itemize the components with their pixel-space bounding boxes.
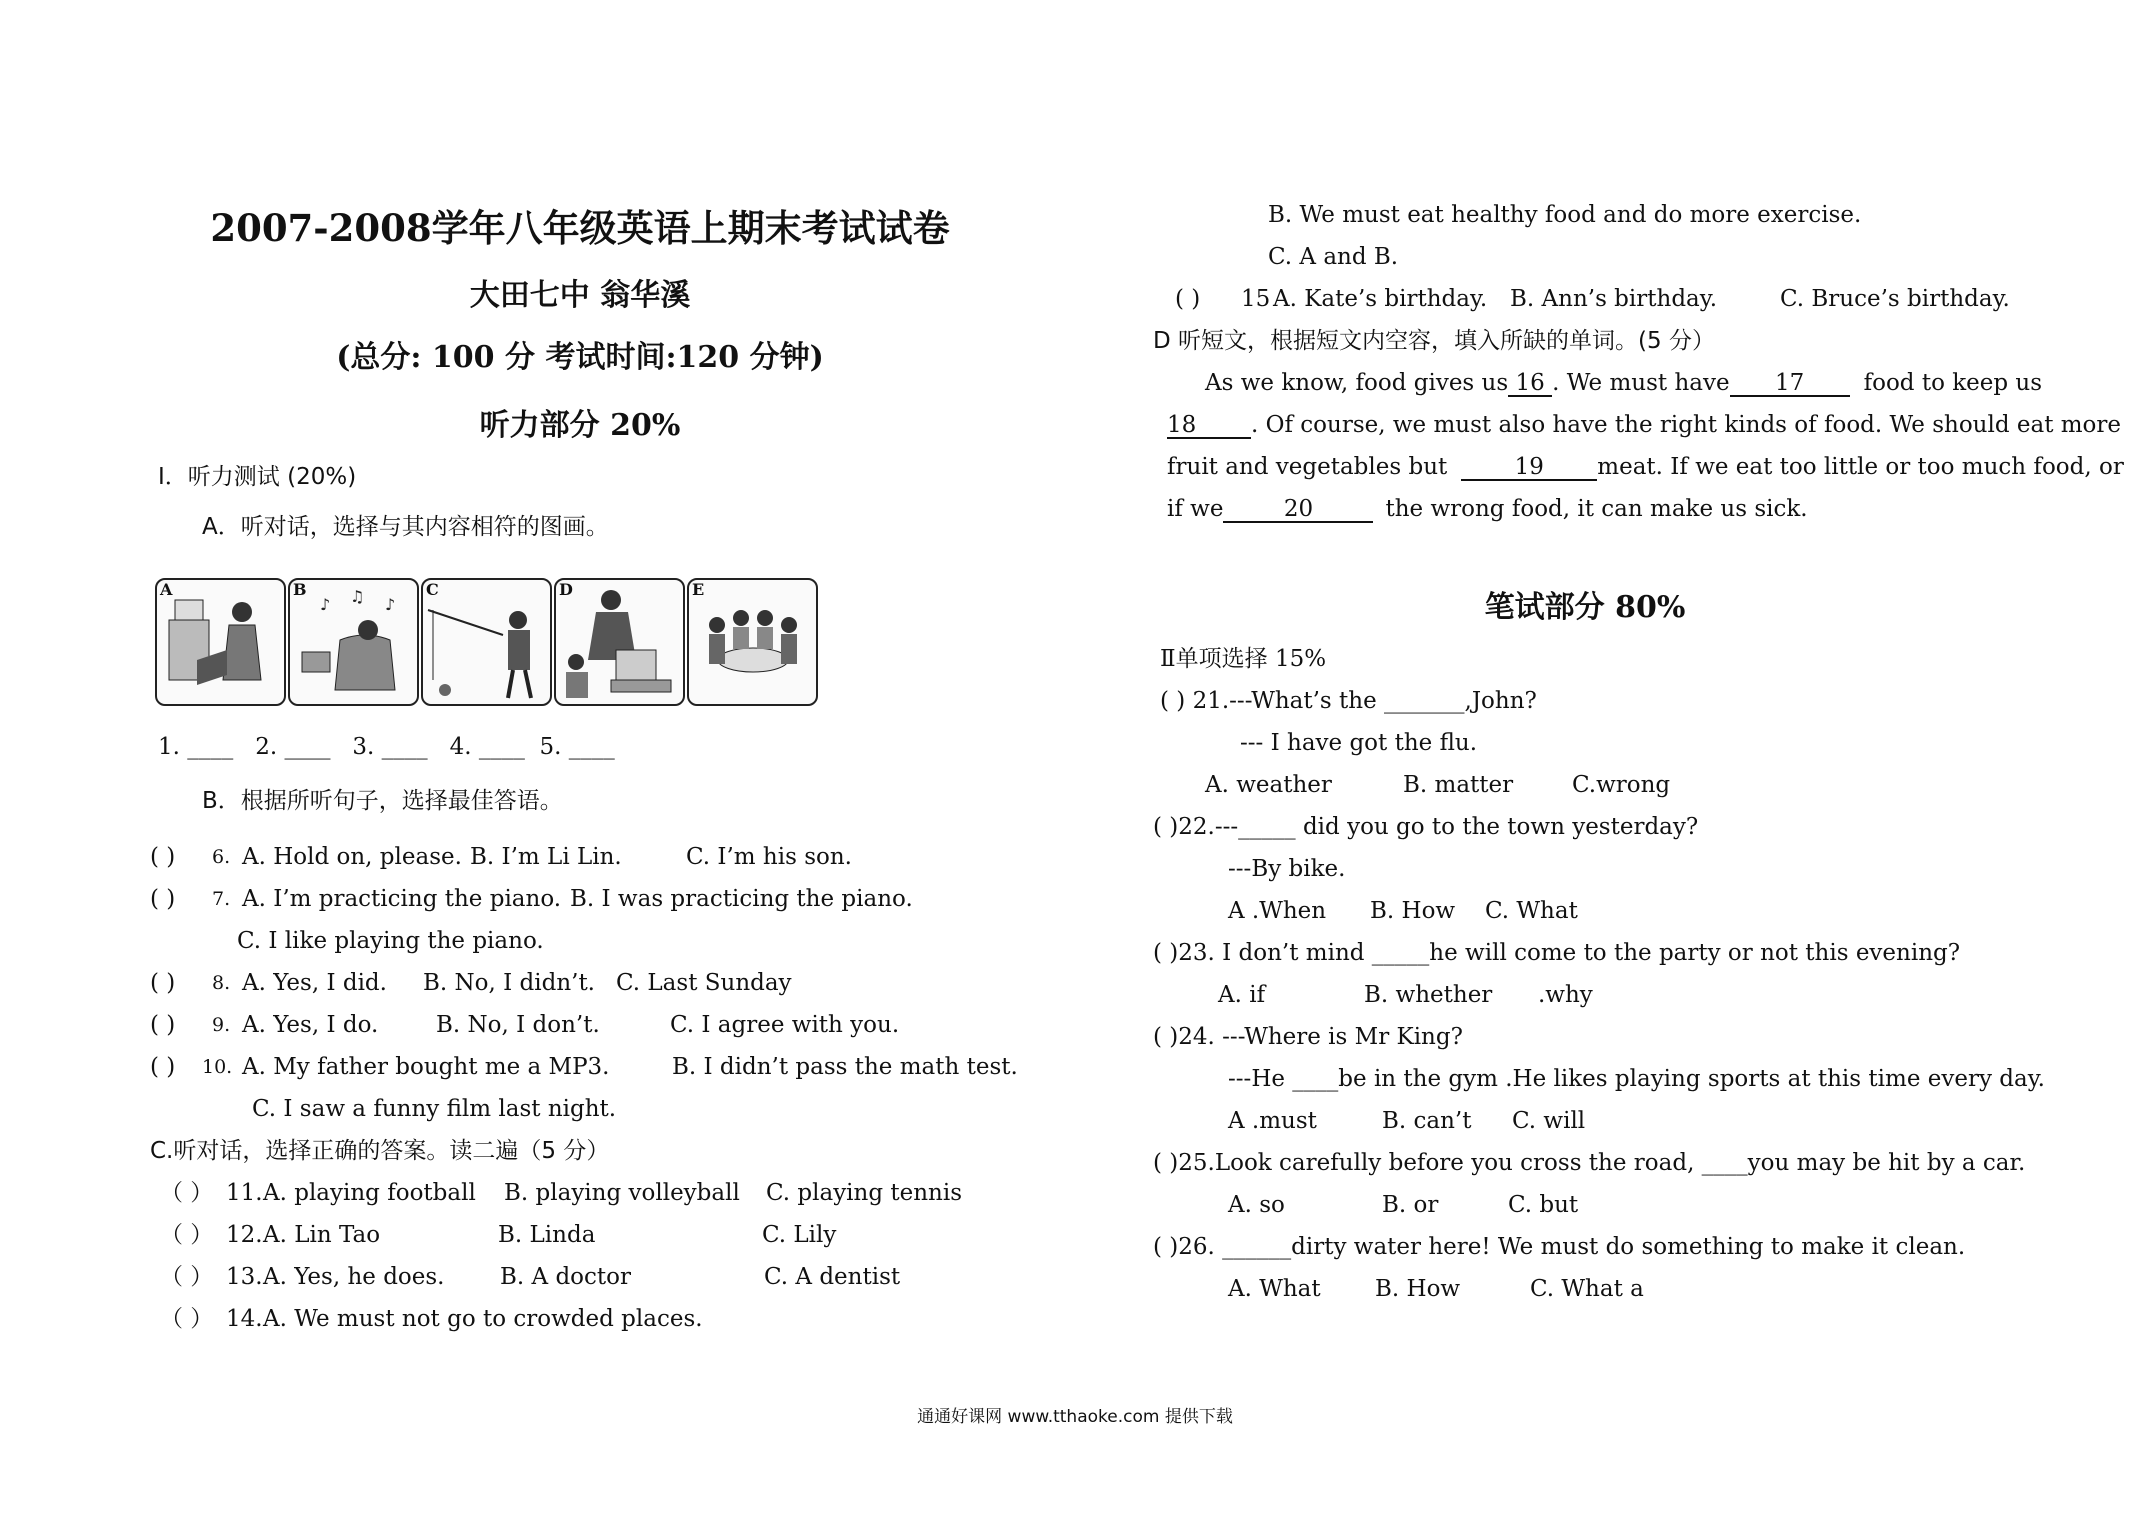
- passage-text: As we know, food gives us: [1205, 370, 1509, 396]
- question-21-response: --- I have got the flu.: [1240, 730, 1478, 756]
- picture-letter: E: [692, 580, 705, 599]
- option-a: A. so: [1228, 1192, 1285, 1218]
- section-c-instruction: C.听对话，选择正确的答案。读二遍（5 分）: [150, 1138, 610, 1164]
- option-c: C.wrong: [1572, 772, 1671, 798]
- answer-bracket: ( ): [1175, 286, 1201, 312]
- question-7: [150, 884, 980, 914]
- question-8: [150, 968, 980, 998]
- option-c: C. What a: [1530, 1276, 1644, 1302]
- option-c: .why: [1538, 982, 1593, 1008]
- office-computer-icon: [556, 580, 683, 704]
- question-13: [160, 1262, 980, 1292]
- option-a: A .must: [1228, 1108, 1317, 1134]
- section-a-instruction: A．听对话，选择与其内容相符的图画。: [202, 514, 609, 540]
- passage-text: fruit and vegetables but: [1167, 454, 1448, 480]
- svg-text:♪: ♪: [385, 595, 396, 614]
- listening-heading: 听力部分 20%: [479, 408, 681, 443]
- option-a: A. Hold on, please.: [242, 844, 462, 870]
- question-12: [160, 1220, 980, 1250]
- answer-bracket: （ ）: [160, 1264, 214, 1290]
- answer-bracket: ( ): [150, 886, 176, 912]
- question-24: ( )24. ---Where is Mr King?: [1153, 1024, 1463, 1050]
- question-23-options: [1218, 980, 1918, 1010]
- passage-line-4: [1167, 494, 1808, 524]
- option-c: C. I’m his son.: [686, 844, 852, 870]
- option-b: B. I didn’t pass the math test.: [672, 1054, 1018, 1080]
- option-b: B. Linda: [498, 1222, 596, 1248]
- option-a: A. playing football: [263, 1180, 476, 1206]
- question-number: 12.: [226, 1222, 263, 1248]
- option-a: A. What: [1228, 1276, 1321, 1302]
- question-number: 15: [1241, 286, 1271, 312]
- part-two-label: Ⅱ单项选择 15%: [1160, 646, 1327, 672]
- score-time: (总分: 100 分 考试时间:120 分钟): [336, 340, 824, 375]
- picture-letter: A: [160, 580, 173, 599]
- option-b: B. A doctor: [500, 1264, 631, 1290]
- passage-line-3: [1167, 452, 2124, 482]
- option-b: B. Ann’s birthday.: [1510, 286, 1717, 312]
- option-b: B. How: [1370, 898, 1456, 924]
- answer-bracket: （ ）: [160, 1222, 214, 1248]
- option-b: B. can’t: [1382, 1108, 1472, 1134]
- picture-strip: [155, 578, 818, 706]
- option-a: A. I’m practicing the piano.: [242, 886, 562, 912]
- picture-a: [155, 578, 286, 706]
- option-b: B. How: [1375, 1276, 1461, 1302]
- picture-answer-blanks: 1. ____ 2. ____ 3. ____ 4. ____ 5. ____: [158, 734, 615, 760]
- picture-b: [288, 578, 419, 706]
- question-6: [150, 842, 980, 872]
- option-c: C. Bruce’s birthday.: [1780, 286, 2010, 312]
- blank-18[interactable]: 18: [1167, 413, 1251, 439]
- option-a: A. Yes, I did.: [242, 970, 387, 996]
- passage-text: meat. If we eat too little or too much food, or: [1597, 454, 2124, 480]
- option-c: C. I agree with you.: [670, 1012, 900, 1038]
- option-a: A. Yes, he does.: [263, 1264, 445, 1290]
- question-14-option-b: B. We must eat healthy food and do more exercise.: [1268, 202, 1862, 228]
- group-dining-icon: [689, 580, 816, 704]
- option-c: C. playing tennis: [766, 1180, 963, 1206]
- passage-line-2: [1167, 410, 2121, 440]
- exam-title: 2007-2008学年八年级英语上期末考试试卷: [210, 206, 950, 250]
- svg-text:♪: ♪: [320, 595, 331, 614]
- question-10-option-c: C. I saw a funny film last night.: [252, 1096, 617, 1122]
- question-7-option-c: C. I like playing the piano.: [237, 928, 544, 954]
- option-b: B. No, I don’t.: [436, 1012, 600, 1038]
- svg-text:♫: ♫: [350, 587, 365, 606]
- option-c: C. What: [1485, 898, 1578, 924]
- picture-c: [421, 578, 552, 706]
- question-26-options: [1228, 1274, 1928, 1304]
- option-b: B. I was practicing the piano.: [570, 886, 913, 912]
- question-21-options: [1205, 770, 1905, 800]
- music-scene-icon: [290, 580, 417, 704]
- fishing-scene-icon: [423, 580, 550, 704]
- question-14-option-c: C. A and B.: [1268, 244, 1399, 270]
- answer-bracket: ( ): [150, 970, 176, 996]
- question-26: ( )26. ______dirty water here! We must do something to make it clean.: [1153, 1234, 1966, 1260]
- question-22-response: ---By bike.: [1228, 856, 1346, 882]
- question-10: [150, 1052, 1018, 1082]
- question-number: 6.: [212, 846, 231, 868]
- option-c: C. Last Sunday: [616, 970, 792, 996]
- option-a: A. We must not go to crowded places.: [263, 1306, 703, 1332]
- passage-text: . Of course, we must also have the right kinds of food. We should eat more: [1251, 412, 2122, 438]
- answer-bracket: ( ): [150, 1054, 176, 1080]
- option-c: C. Lily: [762, 1222, 837, 1248]
- question-number: 9.: [212, 1014, 231, 1036]
- question-22: ( )22.---_____ did you go to the town yesterday?: [1153, 814, 1699, 840]
- question-22-options: [1228, 896, 1928, 926]
- option-b: B. or: [1382, 1192, 1439, 1218]
- blank-16[interactable]: 16: [1508, 371, 1552, 397]
- blank-20[interactable]: 20: [1223, 497, 1373, 523]
- option-c: C. A dentist: [764, 1264, 901, 1290]
- passage-text: the wrong food, it can make us sick.: [1385, 496, 1808, 522]
- question-23: ( )23. I don’t mind _____he will come to the party or not this evening?: [1153, 940, 1961, 966]
- picture-d: [554, 578, 685, 706]
- page-footer: 通通好课网 www.tthaoke.com 提供下载: [917, 1407, 1233, 1427]
- question-15: [1175, 284, 2025, 314]
- blank-19[interactable]: 19: [1461, 455, 1597, 481]
- option-a: A. My father bought me a MP3.: [242, 1054, 610, 1080]
- answer-bracket: （ ）: [160, 1180, 214, 1206]
- option-b: B. playing volleyball: [504, 1180, 740, 1206]
- option-a: A. weather: [1205, 772, 1332, 798]
- question-25: ( )25.Look carefully before you cross the road, ____you may be hit by a car.: [1153, 1150, 2026, 1176]
- question-number: 11.: [226, 1180, 263, 1206]
- question-11: [160, 1178, 980, 1208]
- kitchen-scene-icon: [157, 580, 284, 704]
- question-24-response: ---He ____be in the gym .He likes playing sports at this time every day.: [1228, 1066, 2045, 1092]
- option-a: A .When: [1228, 898, 1327, 924]
- question-14: [160, 1304, 980, 1334]
- question-number: 8.: [212, 972, 231, 994]
- picture-letter: B: [293, 580, 307, 599]
- written-heading: 笔试部分 80%: [1484, 590, 1686, 625]
- question-24-options: [1228, 1106, 1928, 1136]
- option-a: A. if: [1218, 982, 1266, 1008]
- passage-line-1: [1205, 368, 2042, 398]
- passage-text: food to keep us: [1863, 370, 2043, 396]
- question-9: [150, 1010, 980, 1040]
- option-b: B. matter: [1403, 772, 1514, 798]
- blank-17[interactable]: 17: [1730, 371, 1850, 397]
- answer-bracket: （ ）: [160, 1306, 214, 1332]
- option-b: B. whether: [1364, 982, 1493, 1008]
- option-c: C. but: [1508, 1192, 1579, 1218]
- question-number: 13.: [226, 1264, 263, 1290]
- section-b-instruction: B．根据所听句子，选择最佳答语。: [202, 788, 563, 814]
- passage-text: if we: [1167, 496, 1224, 522]
- picture-letter: D: [559, 580, 573, 599]
- question-25-options: [1228, 1190, 1928, 1220]
- picture-e: [687, 578, 818, 706]
- option-b: B. No, I didn’t.: [423, 970, 595, 996]
- section-d-instruction: D 听短文，根据短文内空容，填入所缺的单词。(5 分）: [1153, 328, 1715, 354]
- option-b: B. I’m Li Lin.: [470, 844, 622, 870]
- option-a: A. Yes, I do.: [242, 1012, 379, 1038]
- answer-bracket: ( ): [150, 844, 176, 870]
- answer-bracket: ( ): [150, 1012, 176, 1038]
- question-number: 10.: [202, 1056, 233, 1078]
- option-c: C. will: [1512, 1108, 1586, 1134]
- question-number: 14.: [226, 1306, 263, 1332]
- option-a: A. Lin Tao: [263, 1222, 381, 1248]
- school-author: 大田七中 翁华溪: [469, 278, 691, 313]
- question-number: 7.: [212, 888, 231, 910]
- picture-letter: C: [426, 580, 439, 599]
- part-one-label: Ⅰ．听力测试 (20%): [158, 464, 357, 490]
- passage-text: . We must have: [1552, 370, 1730, 396]
- option-a: A. Kate’s birthday.: [1273, 286, 1488, 312]
- question-21: ( ) 21.---What’s the _______,John?: [1160, 688, 1537, 714]
